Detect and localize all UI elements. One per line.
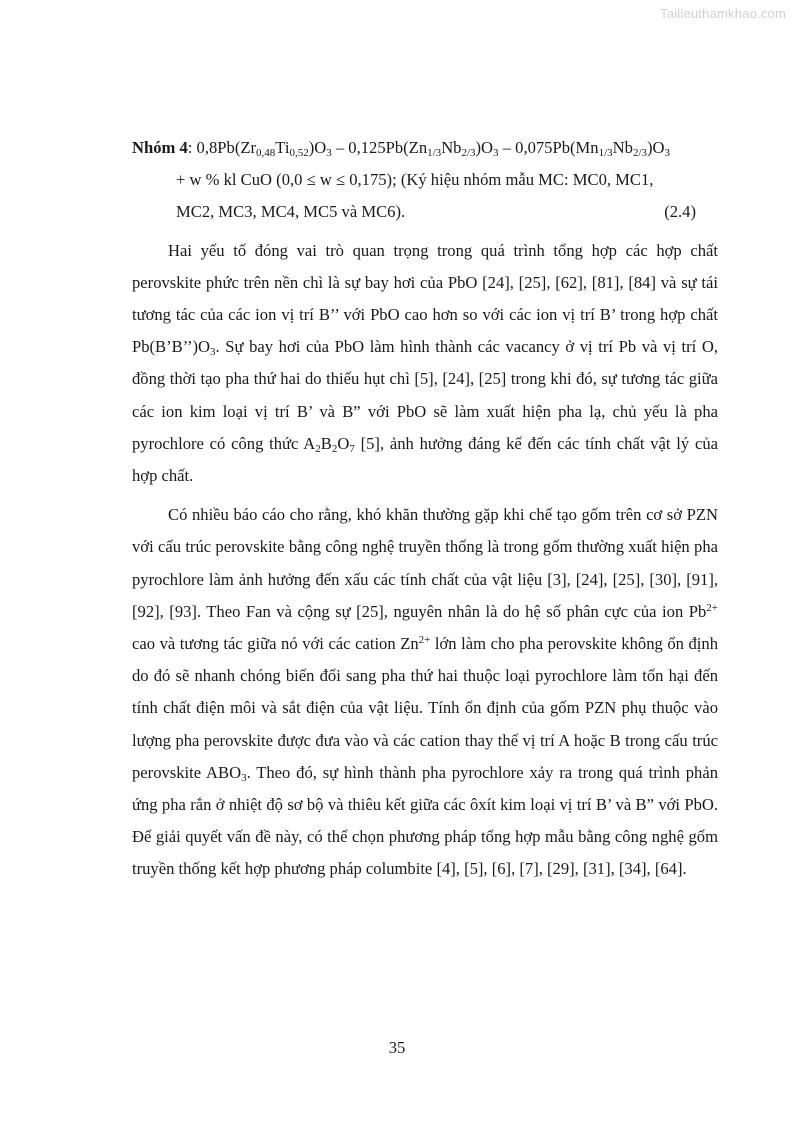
- group-label: Nhóm 4: [132, 138, 188, 157]
- formula-text: )O: [308, 138, 327, 157]
- page-number: 35: [388, 1038, 406, 1057]
- formula-line-3: [132, 196, 718, 228]
- formula-text: Ti: [275, 138, 290, 157]
- page-body: [132, 132, 718, 886]
- formula-subscript: 1/3: [598, 147, 613, 159]
- paragraph-text: . Sự bay hơi của PbO làm hình thành các vacancy ở vị trí Pb và vị trí O, đồng thời tạo pha thứ hai do thiếu hụt chì [5], [24], [25] trong khi đó, sự tương tác giữa các ion kim loại vị trí B’ và B” với PbO sẽ làm xuất hiện pha lạ, chủ yếu là pha pyrochlore có công thức A: [132, 337, 718, 453]
- paragraph-text: Hai yếu tố đóng vai trò quan trọng trong quá trình tổng hợp các hợp chất perovskite phức trên nền chì là sự bay hơi của PbO [24], [25], [62], [81], [84] và sự tái tương tác của các ion vị trí B’’ với PbO cao hơn so với các ion vị trí B’ trong hợp chất Pb(B’B’’)O: [132, 240, 718, 357]
- sample-labels: MC2, MC3, MC4, MC5 và MC6).: [176, 202, 406, 222]
- superscript: 2+: [706, 601, 718, 614]
- subscript: 3: [210, 346, 216, 359]
- formula-text: – 0,075Pb(Mn: [498, 138, 599, 157]
- formula-text: Nb: [441, 138, 462, 157]
- formula-line-2: + w % kl CuO (0,0 ≤ w ≤ 0,175); (Ký hiệu nhóm mẫu MC: MC0, MC1,: [176, 170, 654, 190]
- subscript: 2: [331, 442, 338, 455]
- paragraph-text: Có nhiều báo cáo cho rằng, khó khăn thường gặp khi chế tạo gốm trên cơ sở PZN với cấu trúc perovskite bằng công nghệ truyền thống là trong gốm thường xuất hiện pha pyrochlore làm ảnh hưởng đến xấu các tính chất của vật liệu [3], [24], [25], [30], [91], [92], [93]. Theo Fan và cộng sự [25], nguyên nhân là do hệ số phân cực của ion Pb: [132, 505, 718, 621]
- group-4-formula: [132, 132, 718, 229]
- paragraph-text: O: [337, 433, 350, 453]
- formula-subscript: 0,48: [256, 147, 276, 159]
- formula-subscript: 0,52: [289, 147, 309, 159]
- subscript: 3: [241, 771, 247, 784]
- watermark: Tailieuthamkhao.com: [660, 6, 786, 21]
- formula-text: Nb: [612, 138, 633, 157]
- superscript: 2+: [418, 634, 431, 647]
- formula-subscript: 3: [326, 147, 332, 159]
- formula-text: 0,8Pb(Zr: [196, 138, 257, 157]
- subscript: 7: [349, 442, 355, 455]
- formula-text: )O: [475, 138, 494, 157]
- paragraph-text: cao và tương tác giữa nó với các cation Zn: [132, 634, 419, 654]
- equation-number: (2.4): [664, 202, 696, 222]
- formula-subscript: 2/3: [632, 147, 647, 159]
- formula-subscript: 3: [493, 147, 499, 159]
- colon: :: [187, 138, 197, 157]
- formula-line-1: [132, 132, 718, 164]
- paragraph-text: B: [320, 433, 332, 453]
- paragraph-text: . Theo đó, sự hình thành pha pyrochlore xảy ra trong quá trình phản ứng pha rắn ở nhiệt độ sơ bộ và thiêu kết giữa các ôxít kim loại vị trí B’ và B” với PbO. Để giải quyết vấn đề này, có thể chọn phương pháp tổng hợp mẫu bằng công nghệ gốm truyền thống kết hợp phương pháp columbite [4], [5], [6], [7], [29], [31], [34], [64].: [132, 762, 718, 879]
- paragraph-1: [132, 235, 718, 493]
- paragraph-text: [5], ảnh hưởng đáng kể đến các tính chất vật lý của hợp chất.: [132, 433, 718, 486]
- subscript: 2: [315, 442, 321, 455]
- formula-subscript: 3: [664, 147, 671, 159]
- formula-subscript: 2/3: [461, 147, 476, 159]
- paragraph-text: lớn làm cho pha perovskite không ổn định do đó sẽ nhanh chóng biến đổi sang pha thứ hai thuộc loại pyrochlore làm tổn hại đến tính chất điện môi và sắt điện của vật liệu. Tính ổn định của gốm PZN phụ thuộc vào lượng pha perovskite được đưa vào và các cation thay thế vị trí A hoặc B trong cấu trúc perovskite ABO: [132, 634, 719, 782]
- formula-subscript: 1/3: [427, 147, 442, 159]
- formula-text: – 0,125Pb(Zn: [331, 138, 428, 157]
- formula-text: )O: [647, 138, 665, 157]
- paragraph-2: [132, 499, 718, 885]
